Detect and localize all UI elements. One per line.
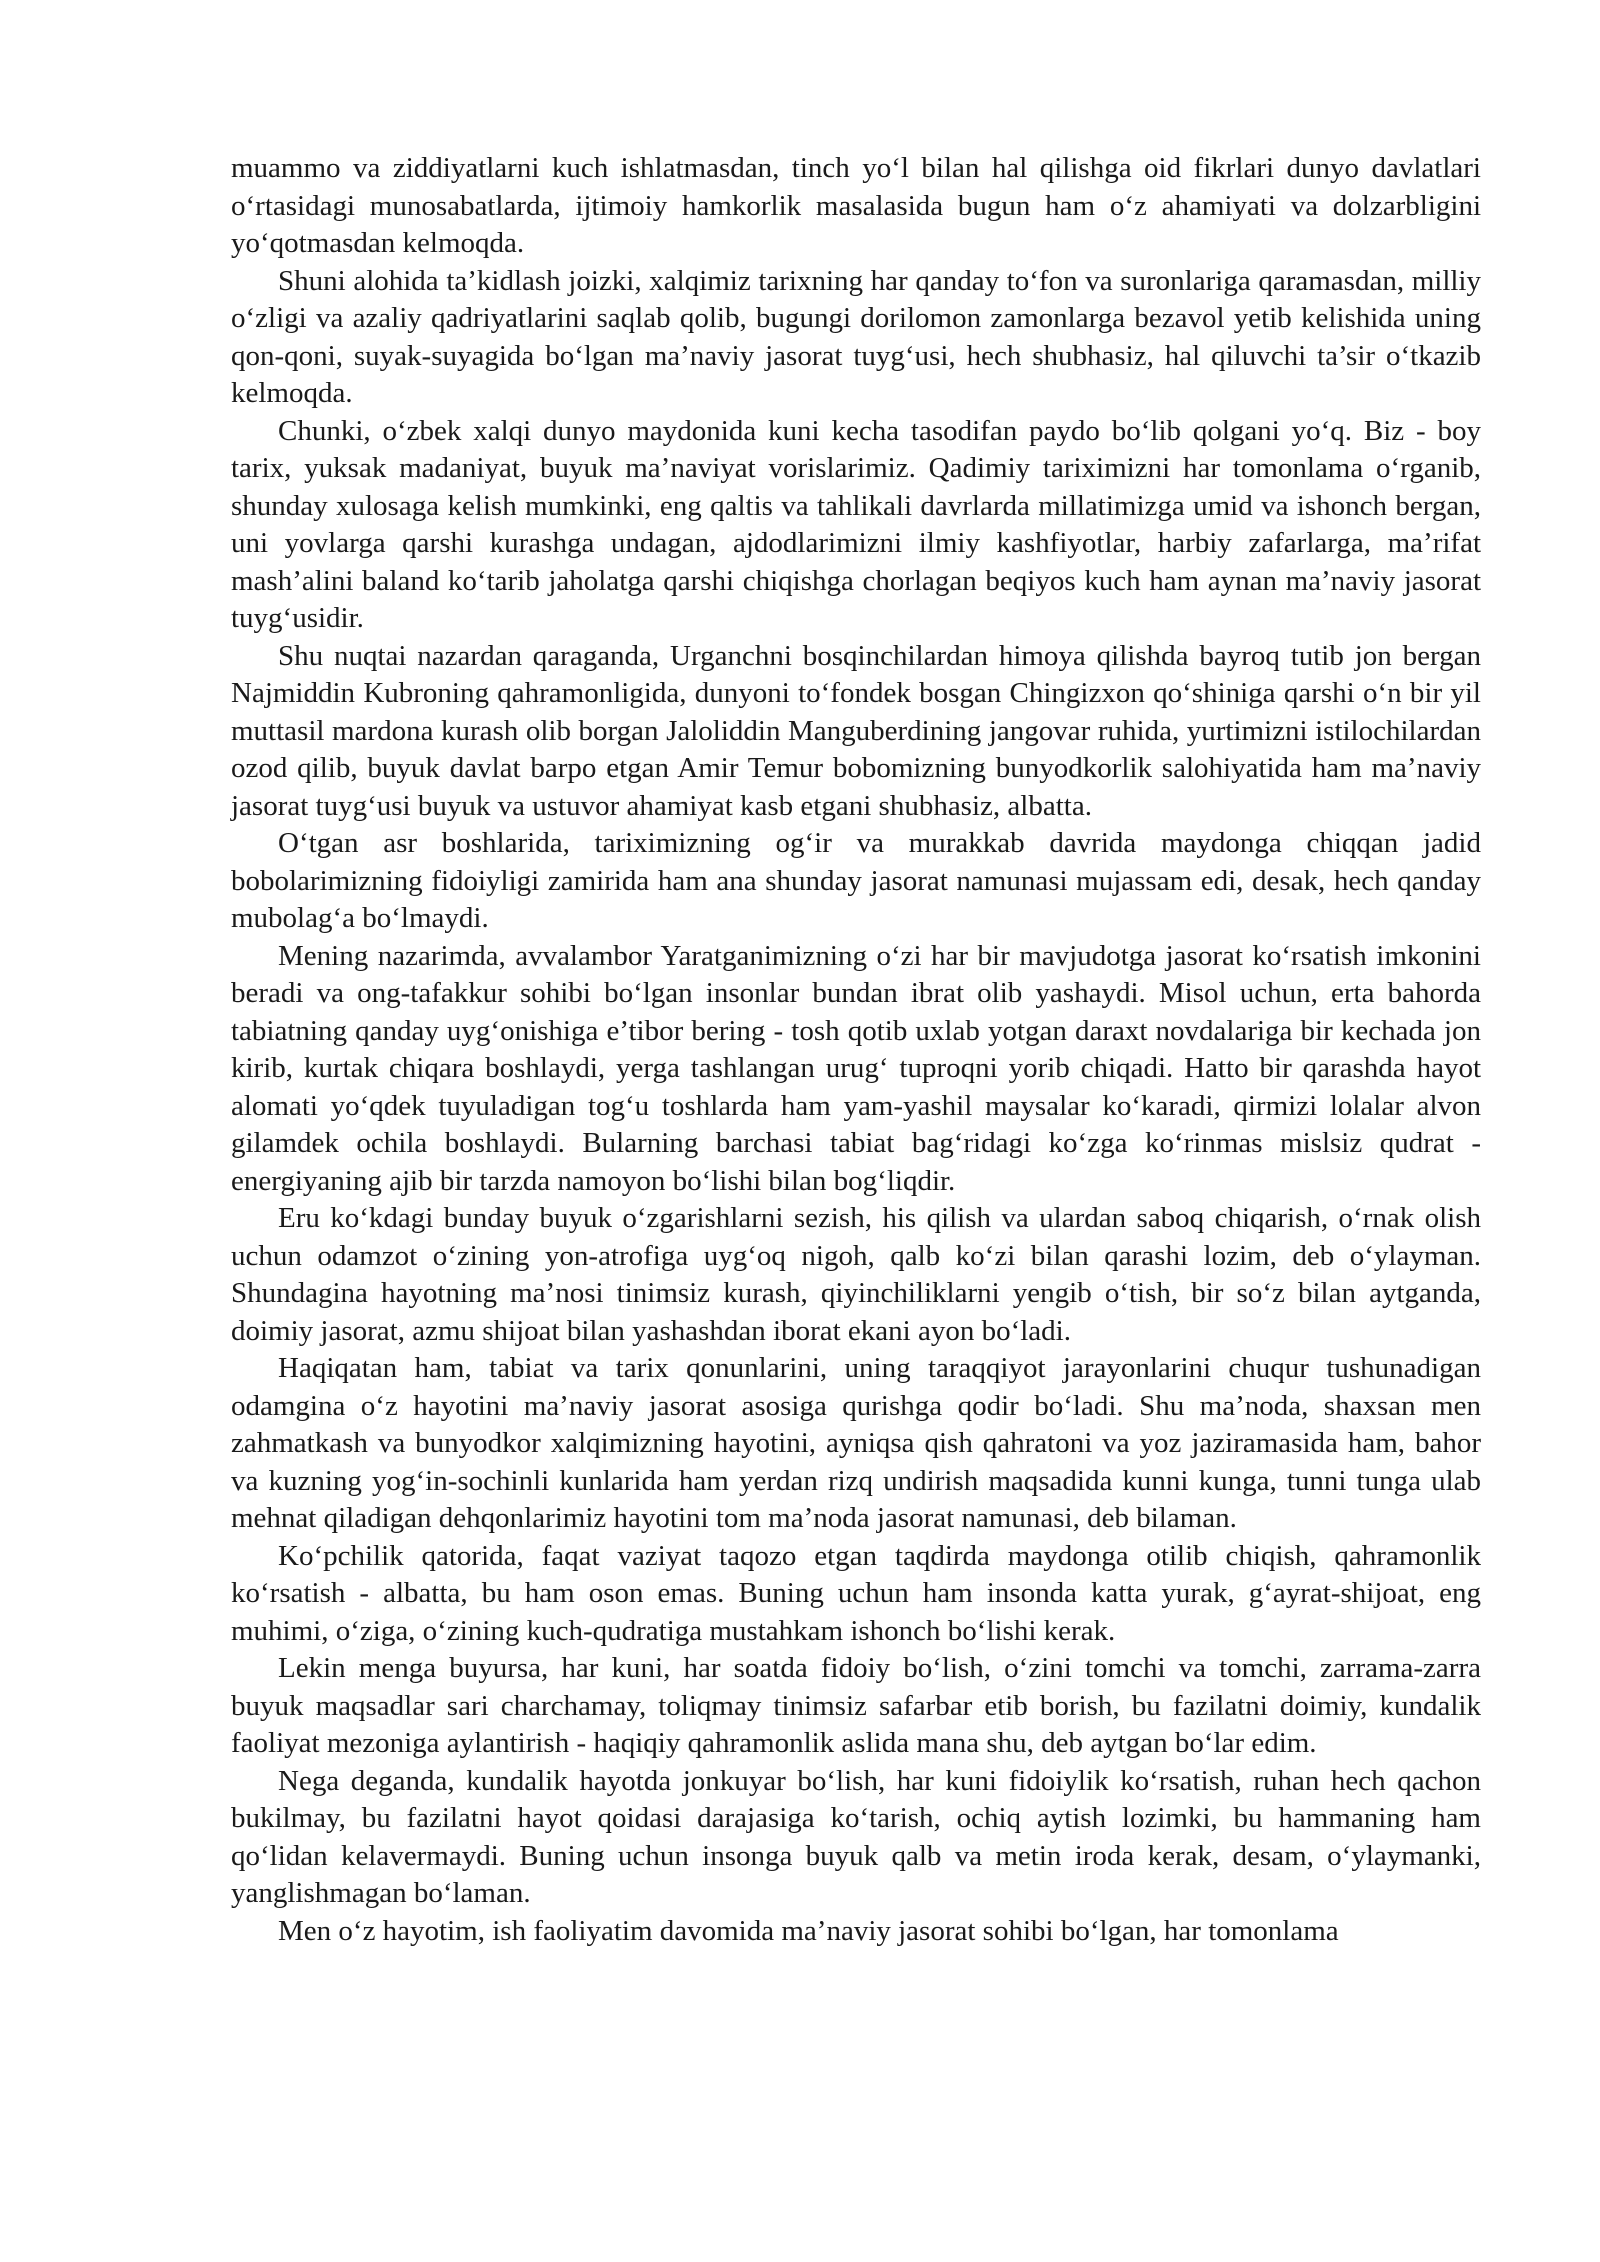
paragraph-2: Shuni alohida ta’kidlash joizki, xalqimiz tarixning har qanday to‘fon va suronlariga qaramasdan, milliy o‘zligi va azaliy qadriyatlarini saqlab qolib, bugungi dorilomon zamonlarga bezavol yetib kelishida uning qon-qoni, suyak-suyagida bo‘lgan ma’naviy jasorat tuyg‘usi, hech shubhasiz, hal qiluvchi ta’sir o‘tkazib kelmoqda. [231, 264, 1481, 409]
paragraph-8: Haqiqatan ham, tabiat va tarix qonunlarini, uning taraqqiyot jarayonlarini chuqur tushunadigan odamgina o‘z hayotini ma’naviy jasorat asosiga qurishga qodir bo‘ladi. Shu ma’noda, shaxsan men zahmatkash va bunyodkor xalqimizning hayotini, ayniqsa qish qahratoni va yoz jaziramasida ham, bahor va kuzning yog‘in-sochinli kunlarida ham yerdan rizq undirish maqsadida kunni kunga, tunni tunga ulab mehnat qiladigan dehqonlarimiz hayotini tom ma’noda jasorat namunasi, deb bilaman. [231, 1352, 1481, 1534]
paragraph-5: O‘tgan asr boshlarida, tariximizning og‘ir va murakkab davrida maydonga chiqqan jadid bobolarimizning fidoiyligi zamirida ham ana shunday jasorat namunasi mujassam edi, desak, hech qanday mubolag‘a bo‘lmaydi. [231, 827, 1481, 934]
document-page [231, 150, 1481, 1950]
paragraph-11: Nega deganda, kundalik hayotda jonkuyar bo‘lish, har kuni fidoiylik ko‘rsatish, ruhan hech qachon bukilmay, bu fazilatni hayot qoidasi darajasiga ko‘tarish, ochiq aytish lozimki, bu hammaning ham qo‘lidan kelavermaydi. Buning uchun insonga buyuk qalb va metin iroda kerak, desam, o‘ylaymanki, yanglishmagan bo‘laman. [231, 1764, 1481, 1909]
paragraph-6: Mening nazarimda, avvalambor Yaratganimizning o‘zi har bir mavjudotga jasorat ko‘rsatish imkonini beradi va ong-tafakkur sohibi bo‘lgan insonlar bundan ibrat olib yashaydi. Misol uchun, erta bahorda tabiatning qanday uyg‘onishiga e’tibor bering - tosh qotib uxlab yotgan daraxt novdalariga bir kechada jon kirib, kurtak chiqara boshlaydi, yerga tashlangan urug‘ tuproqni yorib chiqadi. Hatto bir qarashda hayot alomati yo‘qdek tuyuladigan tog‘u toshlarda ham yam-yashil maysalar ko‘karadi, qirmizi lolalar alvon gilamdek ochila boshlaydi. Bularning barchasi tabiat bag‘ridagi ko‘zga ko‘rinmas mislsiz qudrat -energiyaning ajib bir tarzda namoyon bo‘lishi bilan bog‘liqdir. [231, 939, 1481, 1197]
paragraph-3: Chunki, o‘zbek xalqi dunyo maydonida kuni kecha tasodifan paydo bo‘lib qolgani yo‘q. Biz - boy tarix, yuksak madaniyat, buyuk ma’naviyat vorislarimiz. Qadimiy tariximizni har tomonlama o‘rganib, shunday xulosaga kelish mumkinki, eng qaltis va tahlikali davrlarda millatimizga umid va ishonch bergan, uni yovlarga qarshi kurashga undagan, ajdodlarimizni ilmiy kashfiyotlar, harbiy zafarlarga, ma’rifat mash’alini baland ko‘tarib jaholatga qarshi chiqishga chorlagan beqiyos kuch ham aynan ma’naviy jasorat tuyg‘usidir. [231, 414, 1481, 634]
paragraph-7: Eru ko‘kdagi bunday buyuk o‘zgarishlarni sezish, his qilish va ulardan saboq chiqarish, o‘rnak olish uchun odamzot o‘zining yon-atrofiga uyg‘oq nigoh, qalb ko‘zi bilan qarashi lozim, deb o‘ylayman. Shundagina hayotning ma’nosi tinimsiz kurash, qiyinchiliklarni yengib o‘tish, bir so‘z bilan aytganda, doimiy jasorat, azmu shijoat bilan yashashdan iborat ekani ayon bo‘ladi. [231, 1202, 1481, 1347]
paragraph-1: muammo va ziddiyatlarni kuch ishlatmasdan, tinch yo‘l bilan hal qilishga oid fikrlari dunyo davlatlari o‘rtasidagi munosabatlarda, ijtimoiy hamkorlik masalasida bugun ham o‘z ahamiyati va dolzarbligini yo‘qotmasdan kelmoqda. [231, 152, 1481, 259]
paragraph-9: Ko‘pchilik qatorida, faqat vaziyat taqozo etgan taqdirda maydonga otilib chiqish, qahramonlik ko‘rsatish - albatta, bu ham oson emas. Buning uchun ham insonda katta yurak, g‘ayrat-shijoat, eng muhimi, o‘ziga, o‘zining kuch-qudratiga mustahkam ishonch bo‘lishi kerak. [231, 1539, 1481, 1647]
paragraph-10: Lekin menga buyursa, har kuni, har soatda fidoiy bo‘lish, o‘zini tomchi va tomchi, zarrama-zarra buyuk maqsadlar sari charchamay, toliqmay tinimsiz safarbar etib borish, bu fazilatni doimiy, kundalik faoliyat mezoniga aylantirish - haqiqiy qahramonlik aslida mana shu, deb aytgan bo‘lar edim. [231, 1652, 1481, 1759]
paragraph-4: Shu nuqtai nazardan qaraganda, Urganchni bosqinchilardan himoya qilishda bayroq tutib jon bergan Najmiddin Kubroning qahramonligida, dunyoni to‘fondek bosgan Chingizxon qo‘shiniga qarshi o‘n bir yil muttasil mardona kurash olib borgan Jaloliddin Manguberdining jangovar ruhida, yurtimizni istilochilardan ozod qilib, buyuk davlat barpo etgan Amir Temur bobomizning bunyodkorlik salohiyatida ham ma’naviy jasorat tuyg‘usi buyuk va ustuvor ahamiyat kasb etgani shubhasiz, albatta. [231, 639, 1481, 822]
paragraph-12: Men o‘z hayotim, ish faoliyatim davomida ma’naviy jasorat sohibi bo‘lgan, har tomonlama [278, 1914, 1339, 1947]
